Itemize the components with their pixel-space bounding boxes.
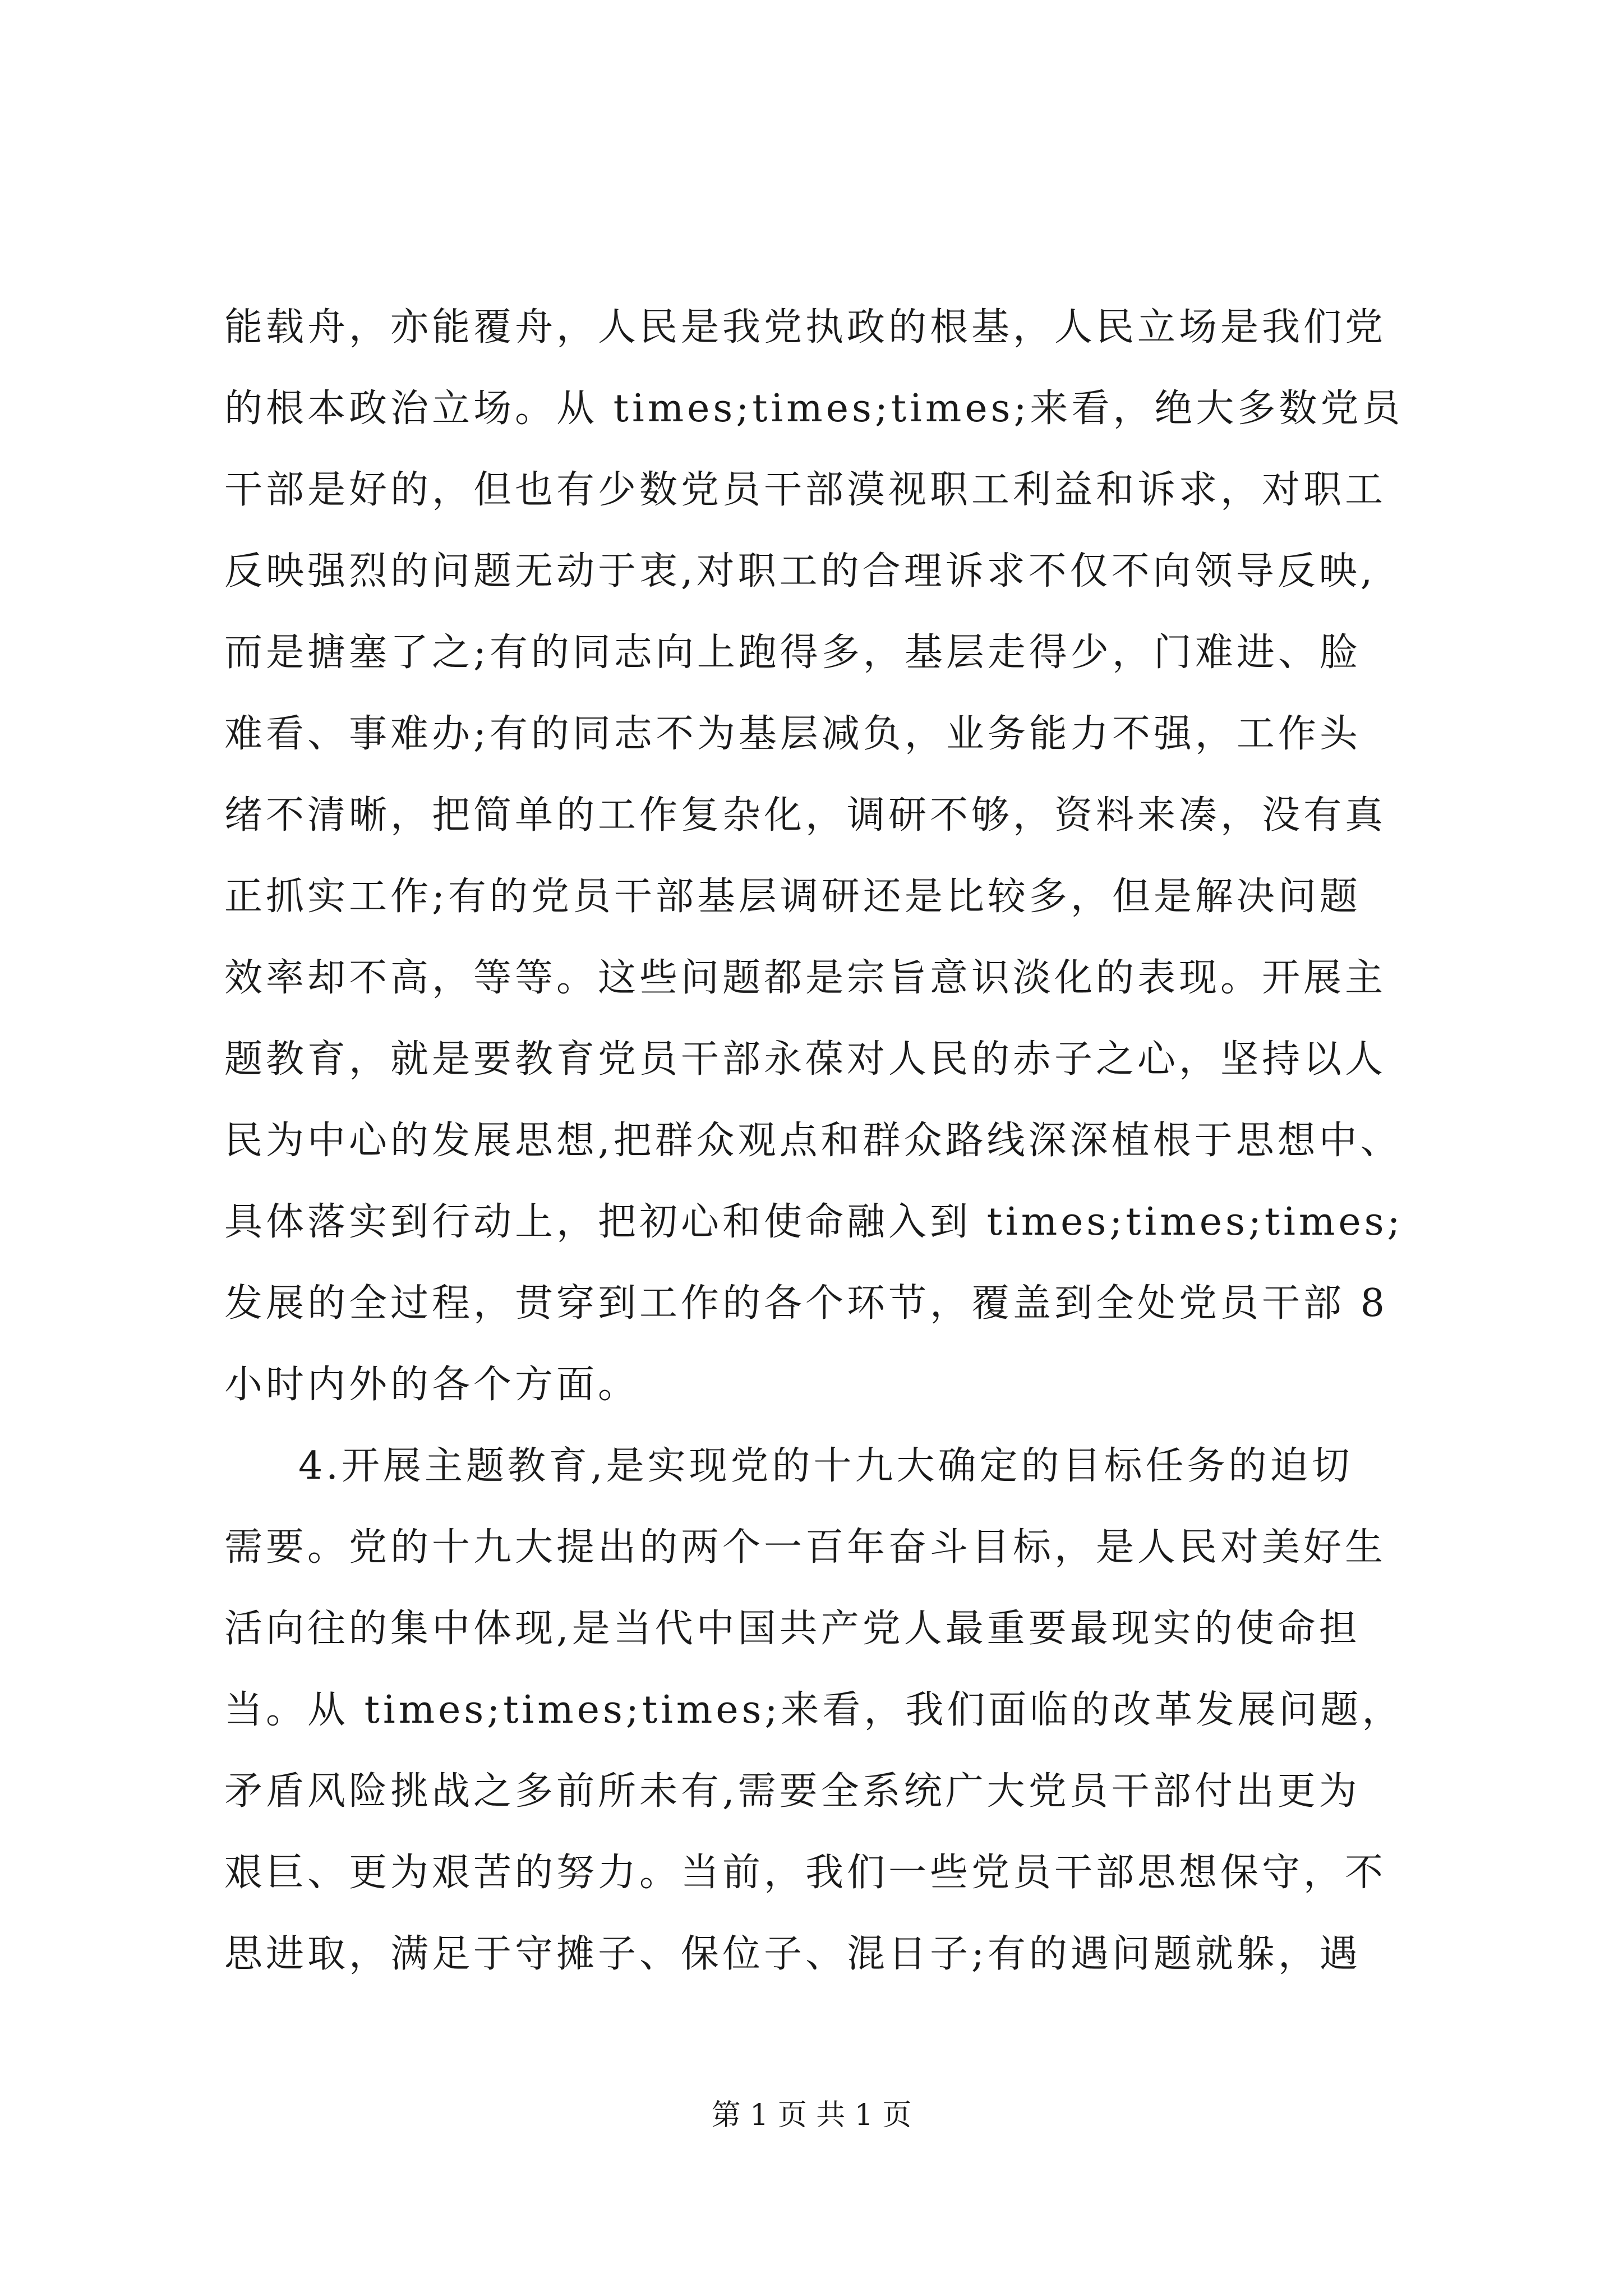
body-line: 效率却不高，等等。这些问题都是宗旨意识淡化的表现。开展主	[224, 956, 1387, 1000]
body-line: 而是搪塞了之;有的同志向上跑得多，基层走得少，门难进、脸	[224, 631, 1361, 675]
body-line: 矛盾风险挑战之多前所未有,需要全系统广大党员干部付出更为	[224, 1769, 1361, 1814]
body-line: 活向往的集中体现,是当代中国共产党人最重要最现实的使命担	[224, 1607, 1361, 1651]
body-line: 能载舟，亦能覆舟，人民是我党执政的根基，人民立场是我们党	[224, 305, 1387, 349]
body-line: 思进取，满足于守摊子、保位子、混日子;有的遇问题就躲，遇	[224, 1932, 1361, 1976]
body-line: 民为中心的发展思想,把群众观点和群众路线深深植根于思想中、	[224, 1119, 1402, 1163]
body-line: 具体落实到行动上，把初心和使命融入到 times;times;times;	[224, 1200, 1404, 1244]
page-number-footer: 第 1 页 共 1 页	[711, 2099, 912, 2132]
body-line: 正抓实工作;有的党员干部基层调研还是比较多，但是解决问题	[224, 875, 1361, 919]
paragraph-first-line: 4.开展主题教育,是实现党的十九大确定的目标任务的迫切	[298, 1444, 1353, 1488]
body-line: 小时内外的各个方面。	[224, 1363, 640, 1407]
body-line: 艰巨、更为艰苦的努力。当前，我们一些党员干部思想保守，不	[224, 1851, 1387, 1895]
body-line: 干部是好的，但也有少数党员干部漠视职工利益和诉求，对职工	[224, 468, 1387, 512]
body-line: 的根本政治立场。从 times;times;times;来看，绝大多数党员	[224, 386, 1404, 431]
body-line: 绪不清晰，把简单的工作复杂化，调研不够，资料来凑，没有真	[224, 793, 1387, 838]
body-line: 题教育，就是要教育党员干部永葆对人民的赤子之心，坚持以人	[224, 1037, 1387, 1082]
body-line: 需要。党的十九大提出的两个一百年奋斗目标，是人民对美好生	[224, 1525, 1387, 1570]
body-line: 反映强烈的问题无动于衷,对职工的合理诉求不仅不向领导反映,	[224, 549, 1376, 593]
body-line: 难看、事难办;有的同志不为基层减负，业务能力不强，工作头	[224, 712, 1361, 756]
body-line: 发展的全过程，贯穿到工作的各个环节，覆盖到全处党员干部 8	[224, 1281, 1388, 1326]
body-line: 当。从 times;times;times;来看，我们面临的改革发展问题，	[224, 1688, 1404, 1732]
